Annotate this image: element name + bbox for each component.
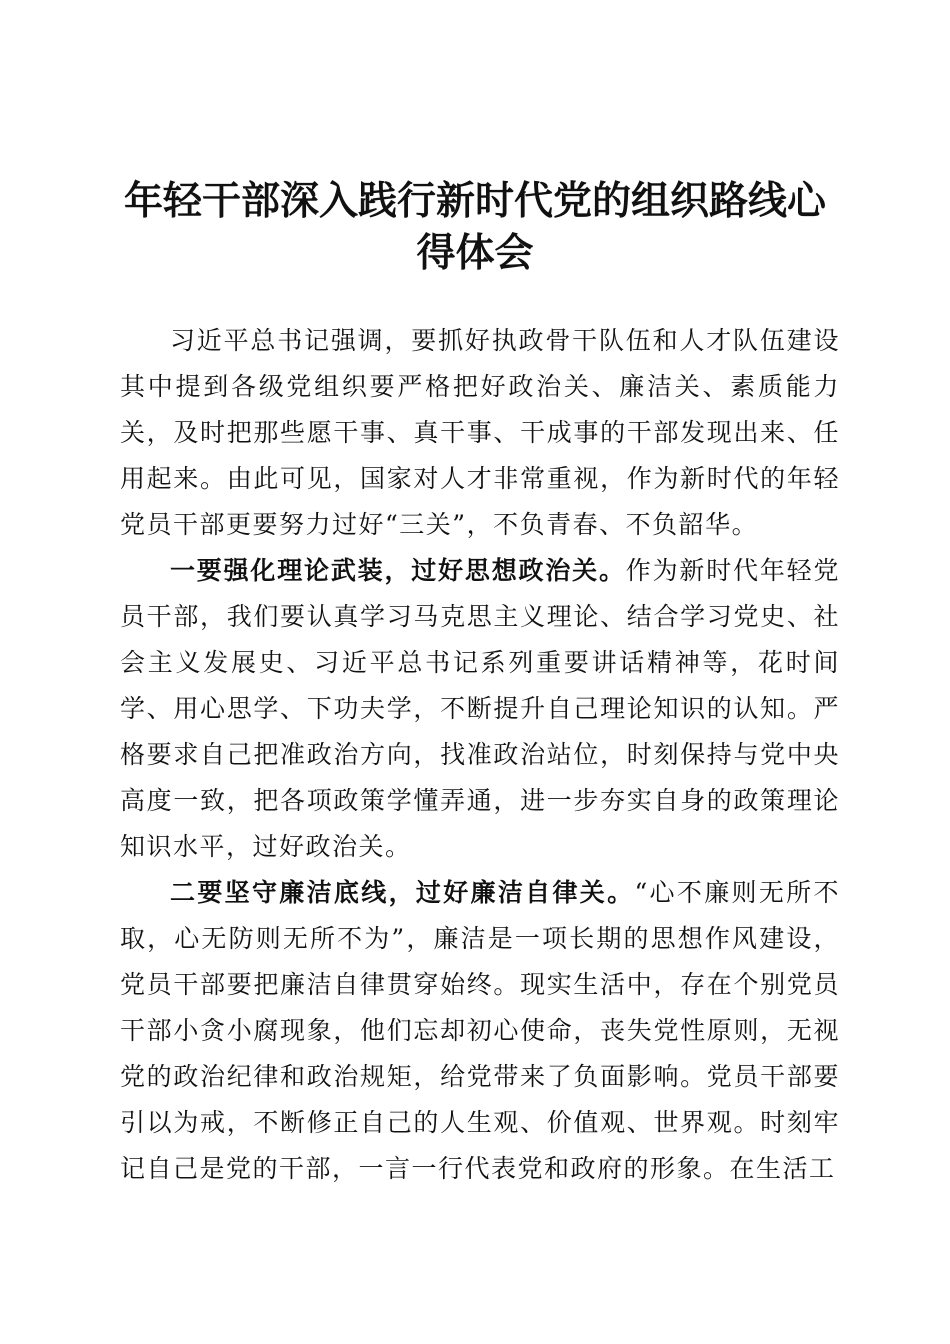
paragraph-section-1 — [120, 548, 840, 870]
document-title: 年轻干部深入践行新时代党的组织路线心得体会 — [123, 178, 826, 276]
section-heading: 一要强化理论武装，过好思想政治关。 — [170, 556, 626, 585]
section-heading: 二要坚守廉洁底线，过好廉洁自律关。 — [170, 878, 635, 907]
paragraph-intro — [120, 318, 840, 548]
paragraph-text: 作为新时代年轻党员干部，我们要认真学习马克思主义理论、结合学习党史、社会主义发展史、习近平总书记系列重要讲话精神等，花时间学、用心思学、下功夫学，不断提升自己理论知识的认知。严格要求自己把准政治方向，找准政治站位，时刻保持与党中央高度一致，把各项政策学懂弄通，进一步夯实自身的政策理论知识水平，过好政治关。 — [120, 556, 840, 861]
paragraph-text: “心不廉则无所不取，心无防则无所不为”，廉洁是一项长期的思想作风建设，党员干部要把廉洁自律贯穿始终。现实生活中，存在个别党员干部小贪小腐现象，他们忘却初心使命，丧失党性原则，无视党的政治纪律和政治规矩，给党带来了负面影响。党员干部要引以为戒，不断修正自己的人生观、价值观、世界观。时刻牢记自己是党的干部，一言一行代表党和政府的形象。在生活工 — [120, 878, 840, 1183]
paragraph-text: 习近平总书记强调，要抓好执政骨干队伍和人才队伍建设其中提到各级党组织要严格把好政治关、廉洁关、素质能力关，及时把那些愿干事、真干事、干成事的干部发现出来、任用起来。由此可见，国家对人才非常重视，作为新时代的年轻党员干部更要努力过好“三关”，不负青春、不负韶华。 — [120, 326, 840, 539]
paragraph-section-2 — [120, 870, 840, 1192]
document-body — [120, 318, 840, 1192]
